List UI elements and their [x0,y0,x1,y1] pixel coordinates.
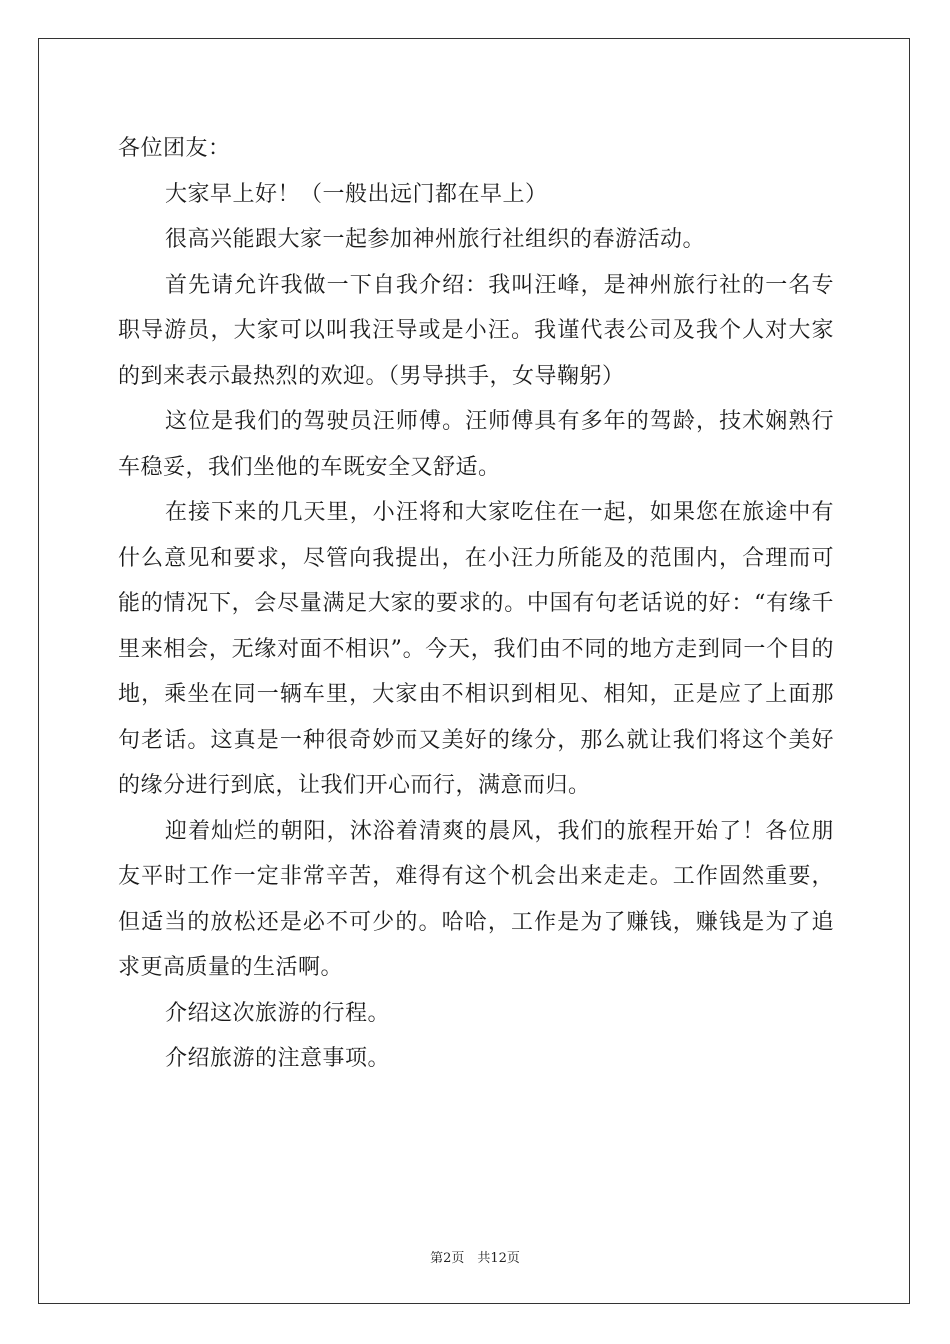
notes-paragraph: 介绍旅游的注意事项。 [165,1046,391,1071]
driver-introduction-paragraph: 这位是我们的驾驶员汪师傅。汪师傅具有多年的驾龄，技术娴熟行车稳妥，我们坐他的车既安全又舒适。 [118,409,834,480]
journey-start-paragraph: 迎着灿烂的朝阳，沐浴着清爽的晨风，我们的旅程开始了！各位朋友平时工作一定非常辛苦，难得有这个机会出来走走。工作固然重要，但适当的放松还是必不可少的。哈哈，工作是为了赚钱，赚钱是为了追求更高质量的生活啊。 [118,818,834,980]
document-body [118,126,834,1082]
page-number: 第2页 共12页 [430,1251,520,1266]
salutation: 各位团友： [118,136,231,161]
self-introduction-paragraph: 首先请允许我做一下自我介绍：我叫汪峰，是神州旅行社的一名专职导游员，大家可以叫我汪导或是小汪。我谨代表公司及我个人对大家的到来表示最热烈的欢迎。（男导拱手，女导鞠躬） [118,272,834,389]
itinerary-paragraph: 介绍这次旅游的行程。 [165,1000,391,1026]
welcome-paragraph: 很高兴能跟大家一起参加神州旅行社组织的春游活动。 [165,227,706,252]
service-paragraph: 在接下来的几天里，小汪将和大家吃住在一起，如果您在旅途中有什么意见和要求，尽管向我提出，在小汪力所能及的范围内，合理而可能的情况下，会尽量满足大家的要求的。中国有句老话说的好：“有缘千里来相会，无缘对面不相识”。今天，我们由不同的地方走到同一个目的地，乘坐在同一辆车里，大家由不相识到相见、相知，正是应了上面那句老话。这真是一种很奇妙而又美好的缘分，那么就让我们将这个美好的缘分进行到底，让我们开心而行，满意而归。 [118,500,834,798]
greeting-paragraph: 大家早上好！（一般出远门都在早上） [165,181,548,207]
